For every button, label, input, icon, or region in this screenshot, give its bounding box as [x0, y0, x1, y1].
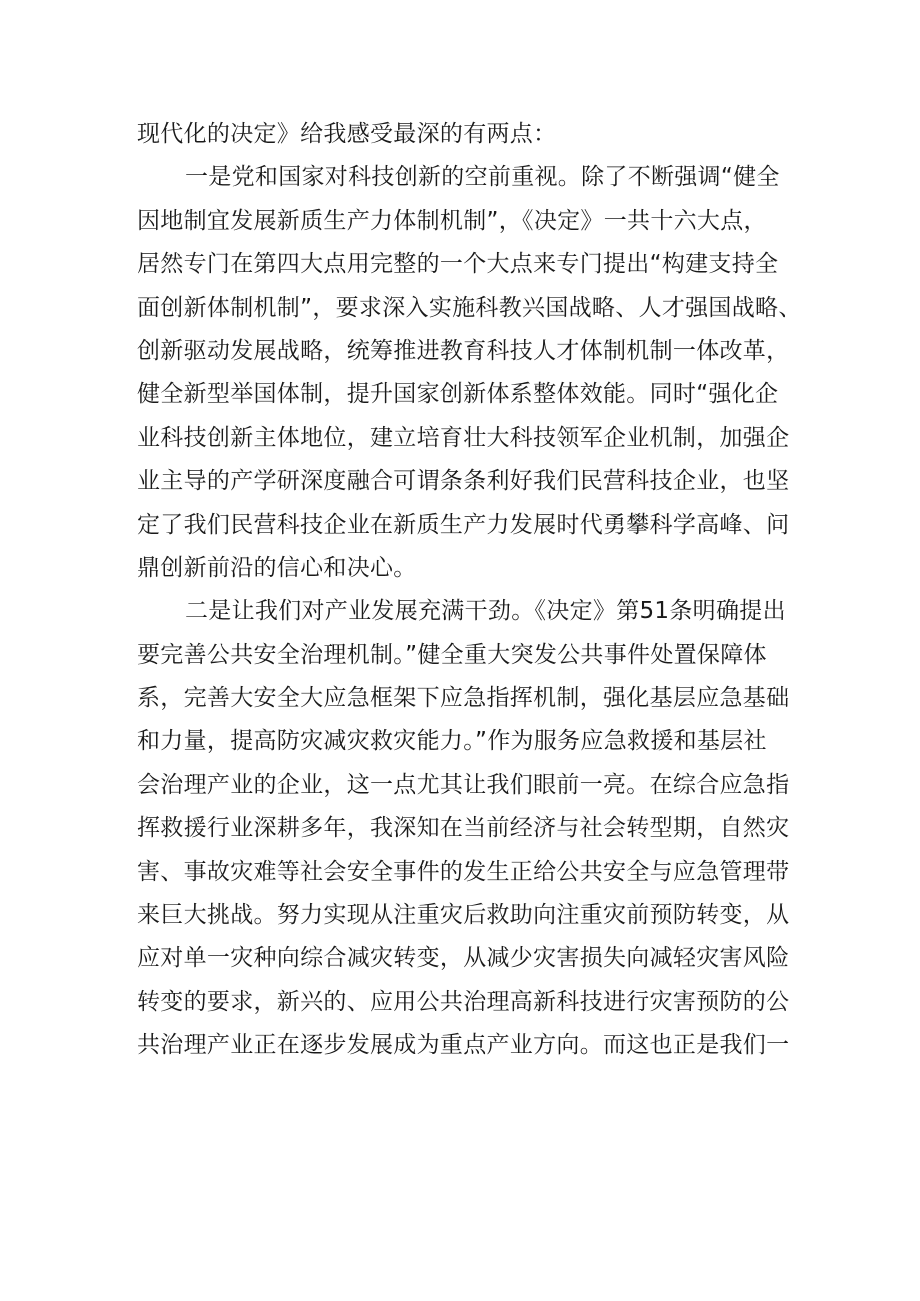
text-line: 和力量，提高防灾减灾救灾能力。”作为服务应急救援和基层社 [137, 728, 767, 755]
text-line: 创新驱动发展战略，统筹推进教育科技人才体制机制一体改革， [137, 337, 790, 364]
text-line: 一是党和国家对科技创新的空前重视。除了不断强调“健全 [185, 164, 780, 191]
text-line: 应对单一灾种向综合减灾转变，从减少灾害损失向减轻灾害风险 [137, 945, 790, 972]
text-line: 因地制宜发展新质生产力体制机制”，《决定》一共十六大点， [137, 207, 767, 234]
text-line: 要完善公共安全治理机制。”健全重大突发公共事件处置保障体 [137, 641, 767, 668]
text-line: 健全新型举国体制，提升国家创新体系整体效能。同时“强化企 [137, 381, 779, 408]
text-line: 系，完善大安全大应急框架下应急指挥机制，强化基层应急基础 [137, 685, 790, 712]
text-line: 害、事故灾难等社会安全事件的发生正给公共安全与应急管理带 [137, 858, 790, 885]
body-text [137, 113, 802, 1068]
text-line: 业科技创新主体地位，建立培育壮大科技领军企业机制，加强企 [137, 424, 790, 451]
text-line: 现代化的决定》给我感受最深的有两点： [137, 121, 557, 147]
text-line: 居然专门在第四大点用完整的一个大点来专门提出“构建支持全 [137, 251, 779, 278]
text-line: 转变的要求，新兴的、应用公共治理高新科技进行灾害预防的公 [137, 988, 790, 1015]
text-line: 二是让我们对产业发展充满干劲。《决定》第51条明确提出 [185, 598, 786, 625]
text-line: 定了我们民营科技企业在新质生产力发展时代勇攀科学高峰、问 [137, 511, 790, 538]
text-line: 鼎创新前沿的信心和决心。 [137, 554, 417, 581]
text-line: 挥救援行业深耕多年，我深知在当前经济与社会转型期，自然灾 [137, 815, 790, 842]
text-line: 业主导的产学研深度融合可谓条条利好我们民营科技企业，也坚 [137, 468, 790, 495]
text-line: 会治理产业的企业，这一点尤其让我们眼前一亮。在综合应急指 [137, 771, 790, 798]
text-line: 共治理产业正在逐步发展成为重点产业方向。而这也正是我们一 [137, 1032, 790, 1059]
text-line: 来巨大挑战。努力实现从注重灾后救助向注重灾前预防转变，从 [137, 902, 790, 929]
text-line: 面创新体制机制”，要求深入实施科教兴国战略、人才强国战略、 [137, 294, 802, 321]
